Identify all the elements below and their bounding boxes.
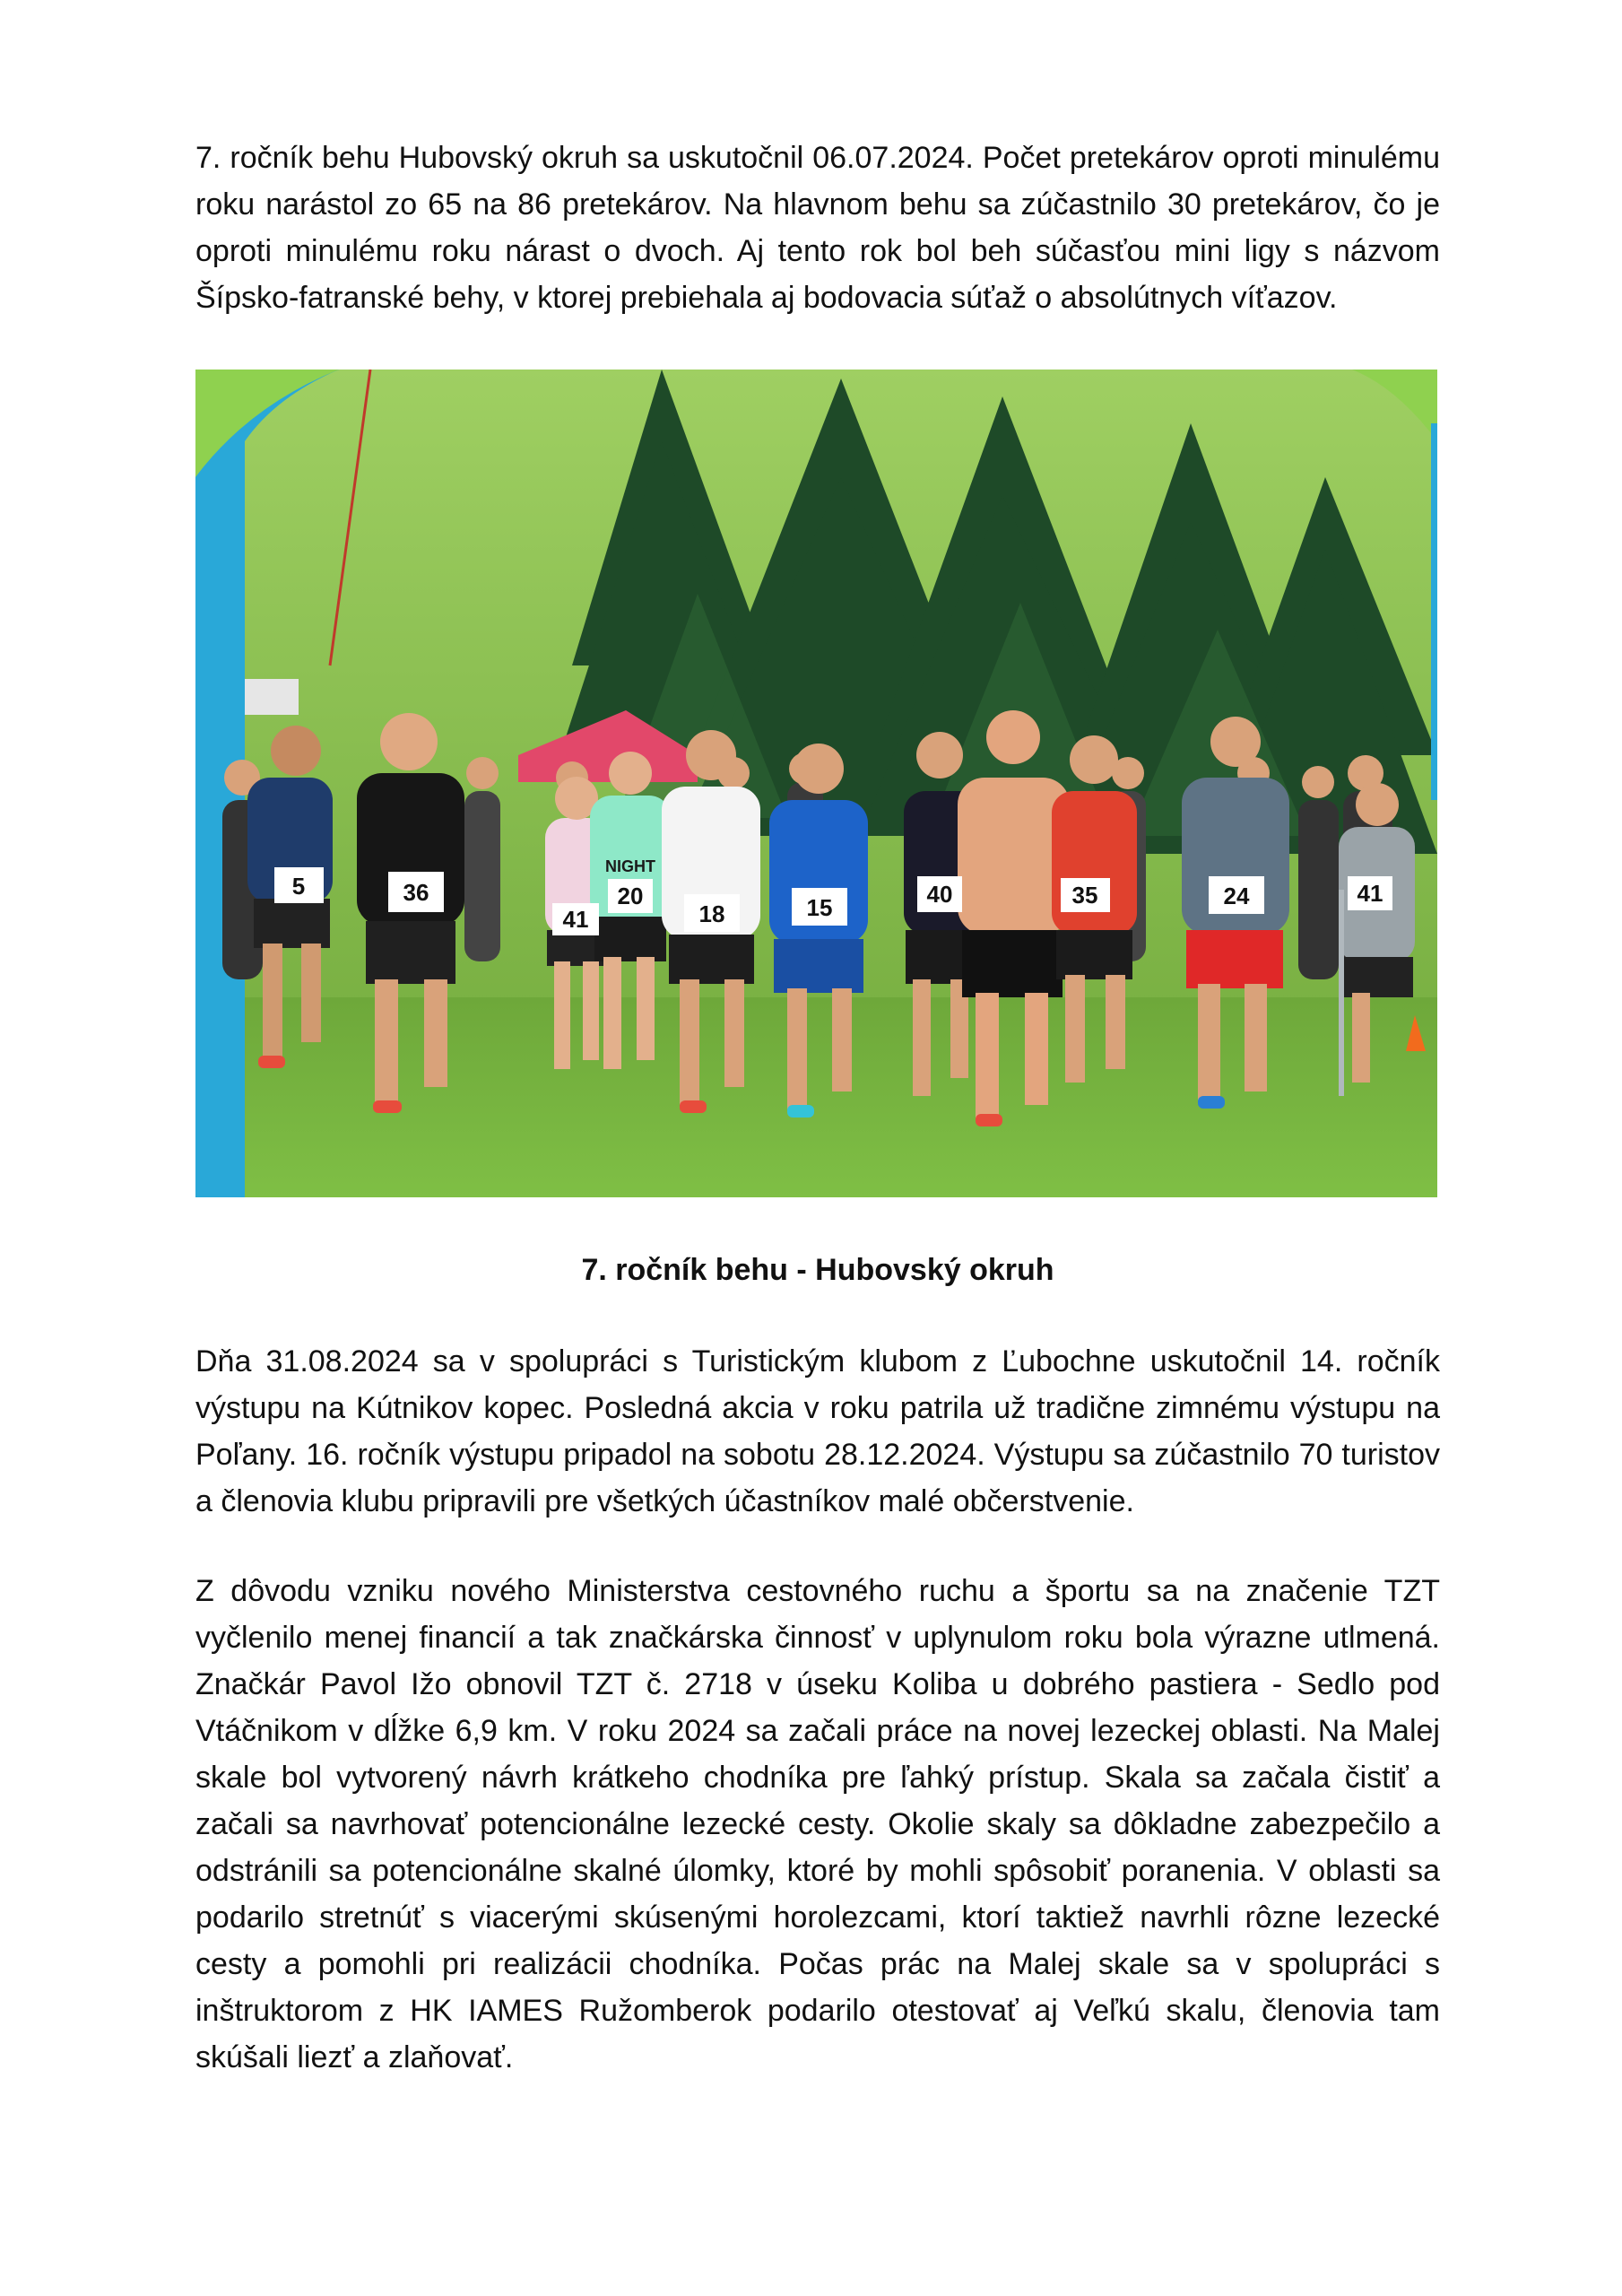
paragraph-trail-marking: Z dôvodu vzniku nového Ministerstva cestovného ruchu a športu sa na značenie TZT vyčlenilo menej financií a tak značkárska činnosť v uplynulom roku bola výrazne utlmená. Značkár Pavol Ižo obnovil TZT č. 2718 v úseku Koliba u dobrého pastiera - Sedlo pod Vtáčnikom v dĺžke 6,9 km. V roku 2024 sa začali práce na novej lezeckej oblasti. Na Malej skale bol vytvorený návrh krátkeho chodníka pre ľahký prístup. Skala sa začala čistiť a začali sa navrhovať potencionálne lezecké cesty. Okolie skaly sa dôkladne zabezpečilo a odstránili sa potencionálne skalné úlomky, ktoré by mohli spôsobiť poranenia. V oblasti sa podarilo stretnúť s viacerými skúsenými horolezcami, ktorí taktiež navrhli rôzne lezecké cesty a pomohli pri realizácii chodníka. Počas prác na Malej skale sa v spolupráci s inštruktorom z HK IAMES Ružomberok podarilo otestovať aj Veľkú skalu, členovia tam skúšali liezť a zlaňovať. xyxy=(195,1574,1440,2074)
svg-text:15: 15 xyxy=(806,894,833,921)
shirt-print-night: NIGHT xyxy=(605,857,655,875)
race-photo-illustration xyxy=(195,370,1437,1197)
bib-35 xyxy=(1061,878,1110,912)
bib-20 xyxy=(608,879,653,913)
svg-text:18: 18 xyxy=(698,900,725,927)
bib-40 xyxy=(917,876,962,912)
bib-24 xyxy=(1209,876,1264,914)
svg-text:41: 41 xyxy=(1357,880,1383,907)
bib-5 xyxy=(274,867,324,903)
bib-41-right xyxy=(1348,876,1392,910)
svg-text:5: 5 xyxy=(291,873,306,900)
bib-36 xyxy=(388,872,444,912)
bib-41-left xyxy=(552,903,599,935)
bib-18 xyxy=(684,894,740,932)
bib-15 xyxy=(792,888,847,926)
svg-text:35: 35 xyxy=(1071,882,1098,909)
paragraph-hiking-events: Dňa 31.08.2024 sa v spolupráci s Turistickým klubom z Ľubochne uskutočnil 14. ročník výstupu na Kútnikov kopec. Posledná akcia v roku patrila už tradične zimnému výstupu na Poľany. 16. ročník výstupu pripadol na sobotu 28.12.2024. Výstupu sa zúčastnilo 70 turistov a členovia klubu pripravili pre všetkých účastníkov malé občerstvenie. xyxy=(195,1344,1440,1518)
svg-text:36: 36 xyxy=(403,879,429,906)
svg-text:40: 40 xyxy=(926,881,953,908)
svg-text:41: 41 xyxy=(562,906,589,933)
svg-text:24: 24 xyxy=(1223,883,1250,909)
svg-text:20: 20 xyxy=(617,883,644,909)
race-start-photo xyxy=(195,370,1437,1197)
paragraph-race-report: 7. ročník behu Hubovský okruh sa uskutočnil 06.07.2024. Počet pretekárov oproti minulému roku narástol zo 65 na 86 pretekárov. Na hlavnom behu sa zúčastnilo 30 pretekárov, čo je oproti minulému roku nárast o dvoch. Aj tento rok bol beh súčasťou mini ligy s názvom Šípsko-fatranské behy, v ktorej prebiehala aj bodovacia súťaž o absolútnych víťazov. xyxy=(195,141,1440,315)
photo-caption: 7. ročník behu - Hubovský okruh xyxy=(581,1253,1054,1287)
